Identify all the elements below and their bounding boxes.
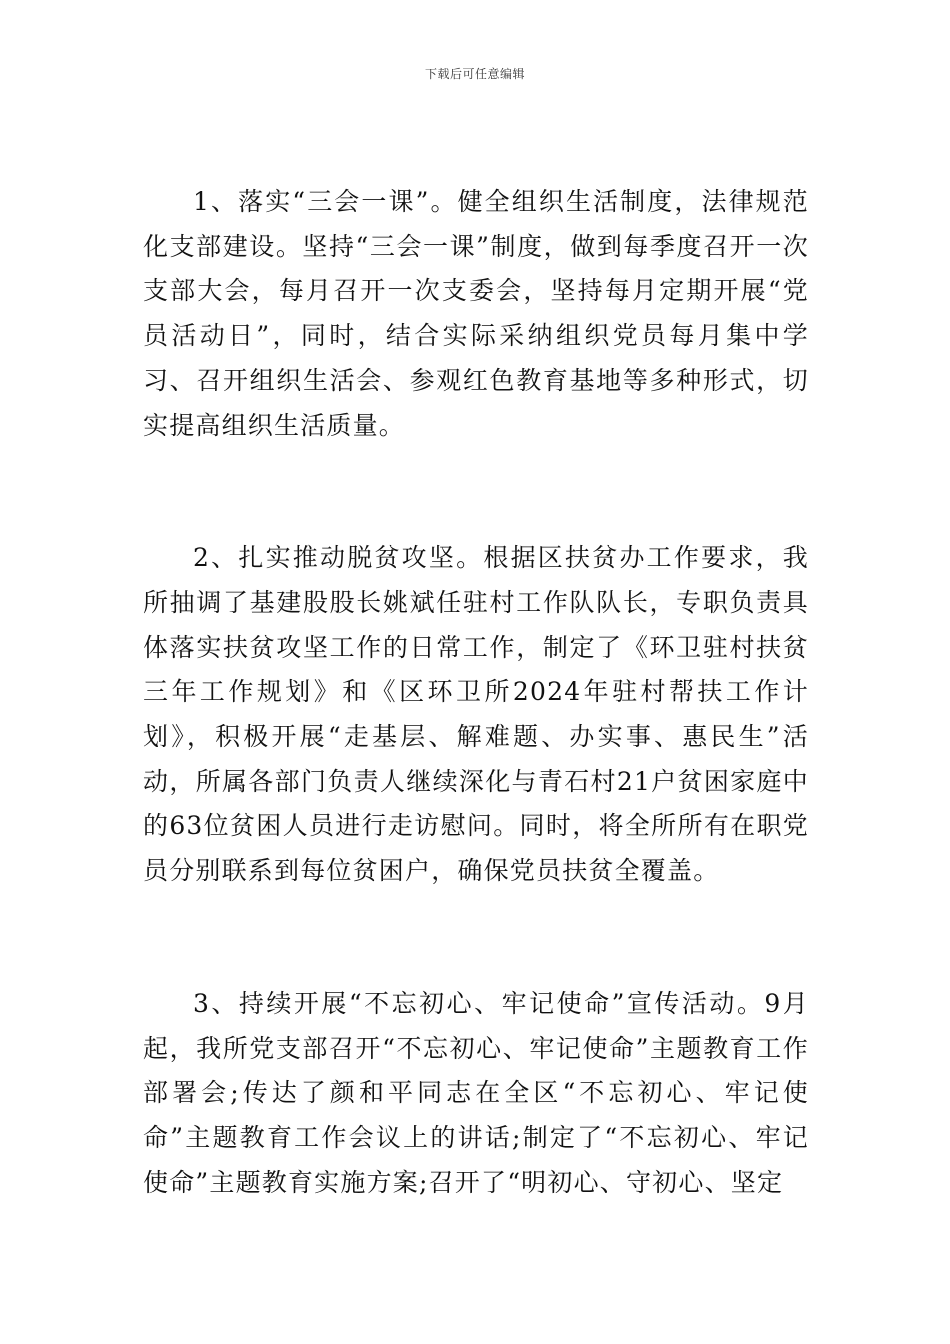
paragraph-3: 3、持续开展“不忘初心、牢记使命”宣传活动。9月起，我所党支部召开“不忘初心、牢记使命”主题教育工作部署会;传达了颜和平同志在全区“不忘初心、牢记使命”主题教育工作会议上的讲话;制定了“不忘初心、牢记使命”主题教育实施方案;召开了“明初心、守初心、坚定 [143,988,809,1197]
page-header: 下载后可任意编辑 [424,67,525,81]
document-body [143,180,809,1205]
paragraph-2: 2、扎实推动脱贫攻坚。根据区扶贫办工作要求，我所抽调了基建股股长姚斌任驻村工作队队长，专职负责具体落实扶贫攻坚工作的日常工作，制定了《环卫驻村扶贫三年工作规划》和《区环卫所2024年驻村帮扶工作计划》，积极开展“走基层、解难题、办实事、惠民生”活动，所属各部门负责人继续深化与青石村21户贫困家庭中的63位贫困人员进行走访慰问。同时，将全所所有在职党员分别联系到每位贫困户，确保党员扶贫全覆盖。 [143,543,809,886]
paragraph-1: 1、落实“三会一课”。健全组织生活制度，法律规范化支部建设。坚持“三会一课”制度，做到每季度召开一次支部大会，每月召开一次支委会，坚持每月定期开展“党员活动日”，同时，结合实际采纳组织党员每月集中学习、召开组织生活会、参观红色教育基地等多种形式，切实提高组织生活质量。 [143,187,809,440]
